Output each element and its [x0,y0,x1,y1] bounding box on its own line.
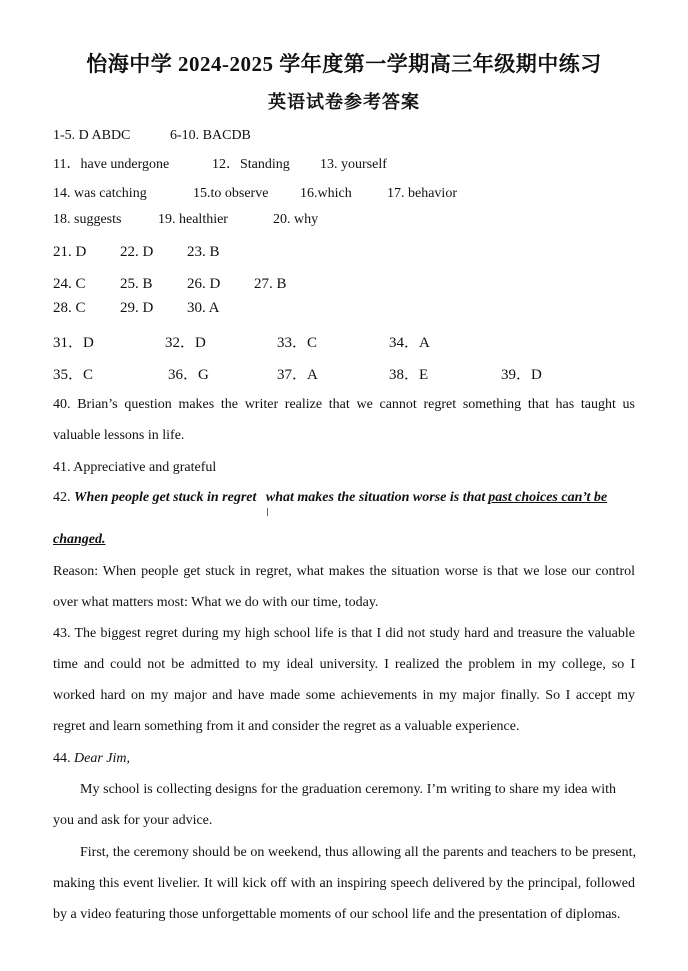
answer-30: 30. A [187,300,220,316]
answer-21: 21. D [53,244,87,260]
q43-line-1: 43. The biggest regret during my high school life is that I did not study hard and treasure the valuable [53,626,635,641]
answer-26: 26. D [187,276,221,292]
q42-part-4: changed. [53,532,106,547]
q44-number: 44. [53,751,71,766]
answer-29: 29. D [120,300,154,316]
answer-20: 20. why [273,212,319,227]
q42-reason-line-2: over what matters most: What we do with our time, today. [53,595,379,610]
q42-reason-line-1: Reason: When people get stuck in regret, what makes the situation worse is that we lose our control [53,564,635,579]
answer-23: 23. B [187,244,220,260]
answer-39: 39．D [501,367,542,383]
answer-24: 24. C [53,276,86,292]
q41-answer: 41. Appreciative and grateful [53,460,217,475]
answer-15: 15.to observe [193,186,269,201]
answer-38: 38．E [389,367,429,383]
page-title: 怡海中学 2024-2025 学年度第一学期高三年级期中练习 [86,52,602,76]
q44-heading [53,749,130,769]
answer-19: 19. healthier [158,212,228,227]
q43-line-2: time and could not be admitted to my ideal university. I realized the problem in my college, so I [53,657,635,672]
answer-28: 28. C [53,300,86,316]
q44-p2-line-3: by a video featuring those unforgettable moments of our school life and the presentation of diplomas. [53,907,621,922]
q40-line-2: valuable lessons in life. [53,428,185,443]
q42-part-1: When people get stuck in regret [74,490,257,505]
q44-p2-line-2: making this event livelier. It will kick off with an inspiring speech delivered by the principal, followed [53,876,635,891]
answer-36: 36．G [168,367,209,383]
answer-11: 11．have undergone [53,157,170,172]
answer-16: 16.which [300,186,352,201]
q44-p1-line-1: My school is collecting designs for the graduation ceremony. I’m writing to share my idea with [80,782,616,797]
q42-part-3: past choices can’t be [488,490,608,505]
answer-34: 34．A [389,335,430,351]
answer-17: 17. behavior [387,186,457,201]
q44-salutation: Dear Jim, [74,751,130,766]
answer-13: 13. yourself [320,157,387,172]
q40-line-1: 40. Brian’s question makes the writer realize that we cannot regret something that has taught us [53,397,635,412]
answer-14: 14. was catching [53,186,147,201]
q42-part-2: what makes the situation worse is that [265,490,486,505]
answer-25: 25. B [120,276,153,292]
q43-line-3: worked hard on my major and have made some achievements in my major finally. So I accept my [53,688,635,703]
q44-p2-line-1: First, the ceremony should be on weekend, thus allowing all the parents and teachers to be present, [80,845,636,860]
q42-number: 42. [53,490,71,505]
answer-32: 32．D [165,335,206,351]
q44-p1-line-2: you and ask for your advice. [53,813,213,828]
page-subtitle: 英语试卷参考答案 [268,92,420,112]
answer-12: 12．Standing [212,157,290,172]
q43-line-4: regret and learn something from it and consider the regret as a valuable experience. [53,719,520,734]
answer-1-5: 1-5. D ABDC [53,128,131,143]
answer-6-10: 6-10. BACDB [170,128,251,143]
answer-22: 22. D [120,244,154,260]
answer-31: 31．D [53,335,94,351]
answer-35: 35．C [53,367,94,383]
text-cursor-mark [267,508,268,516]
answer-33: 33．C [277,335,318,351]
q42-statement [53,488,607,508]
answer-18: 18. suggests [53,212,122,227]
answer-37: 37．A [277,367,318,383]
answer-27: 27. B [254,276,287,292]
